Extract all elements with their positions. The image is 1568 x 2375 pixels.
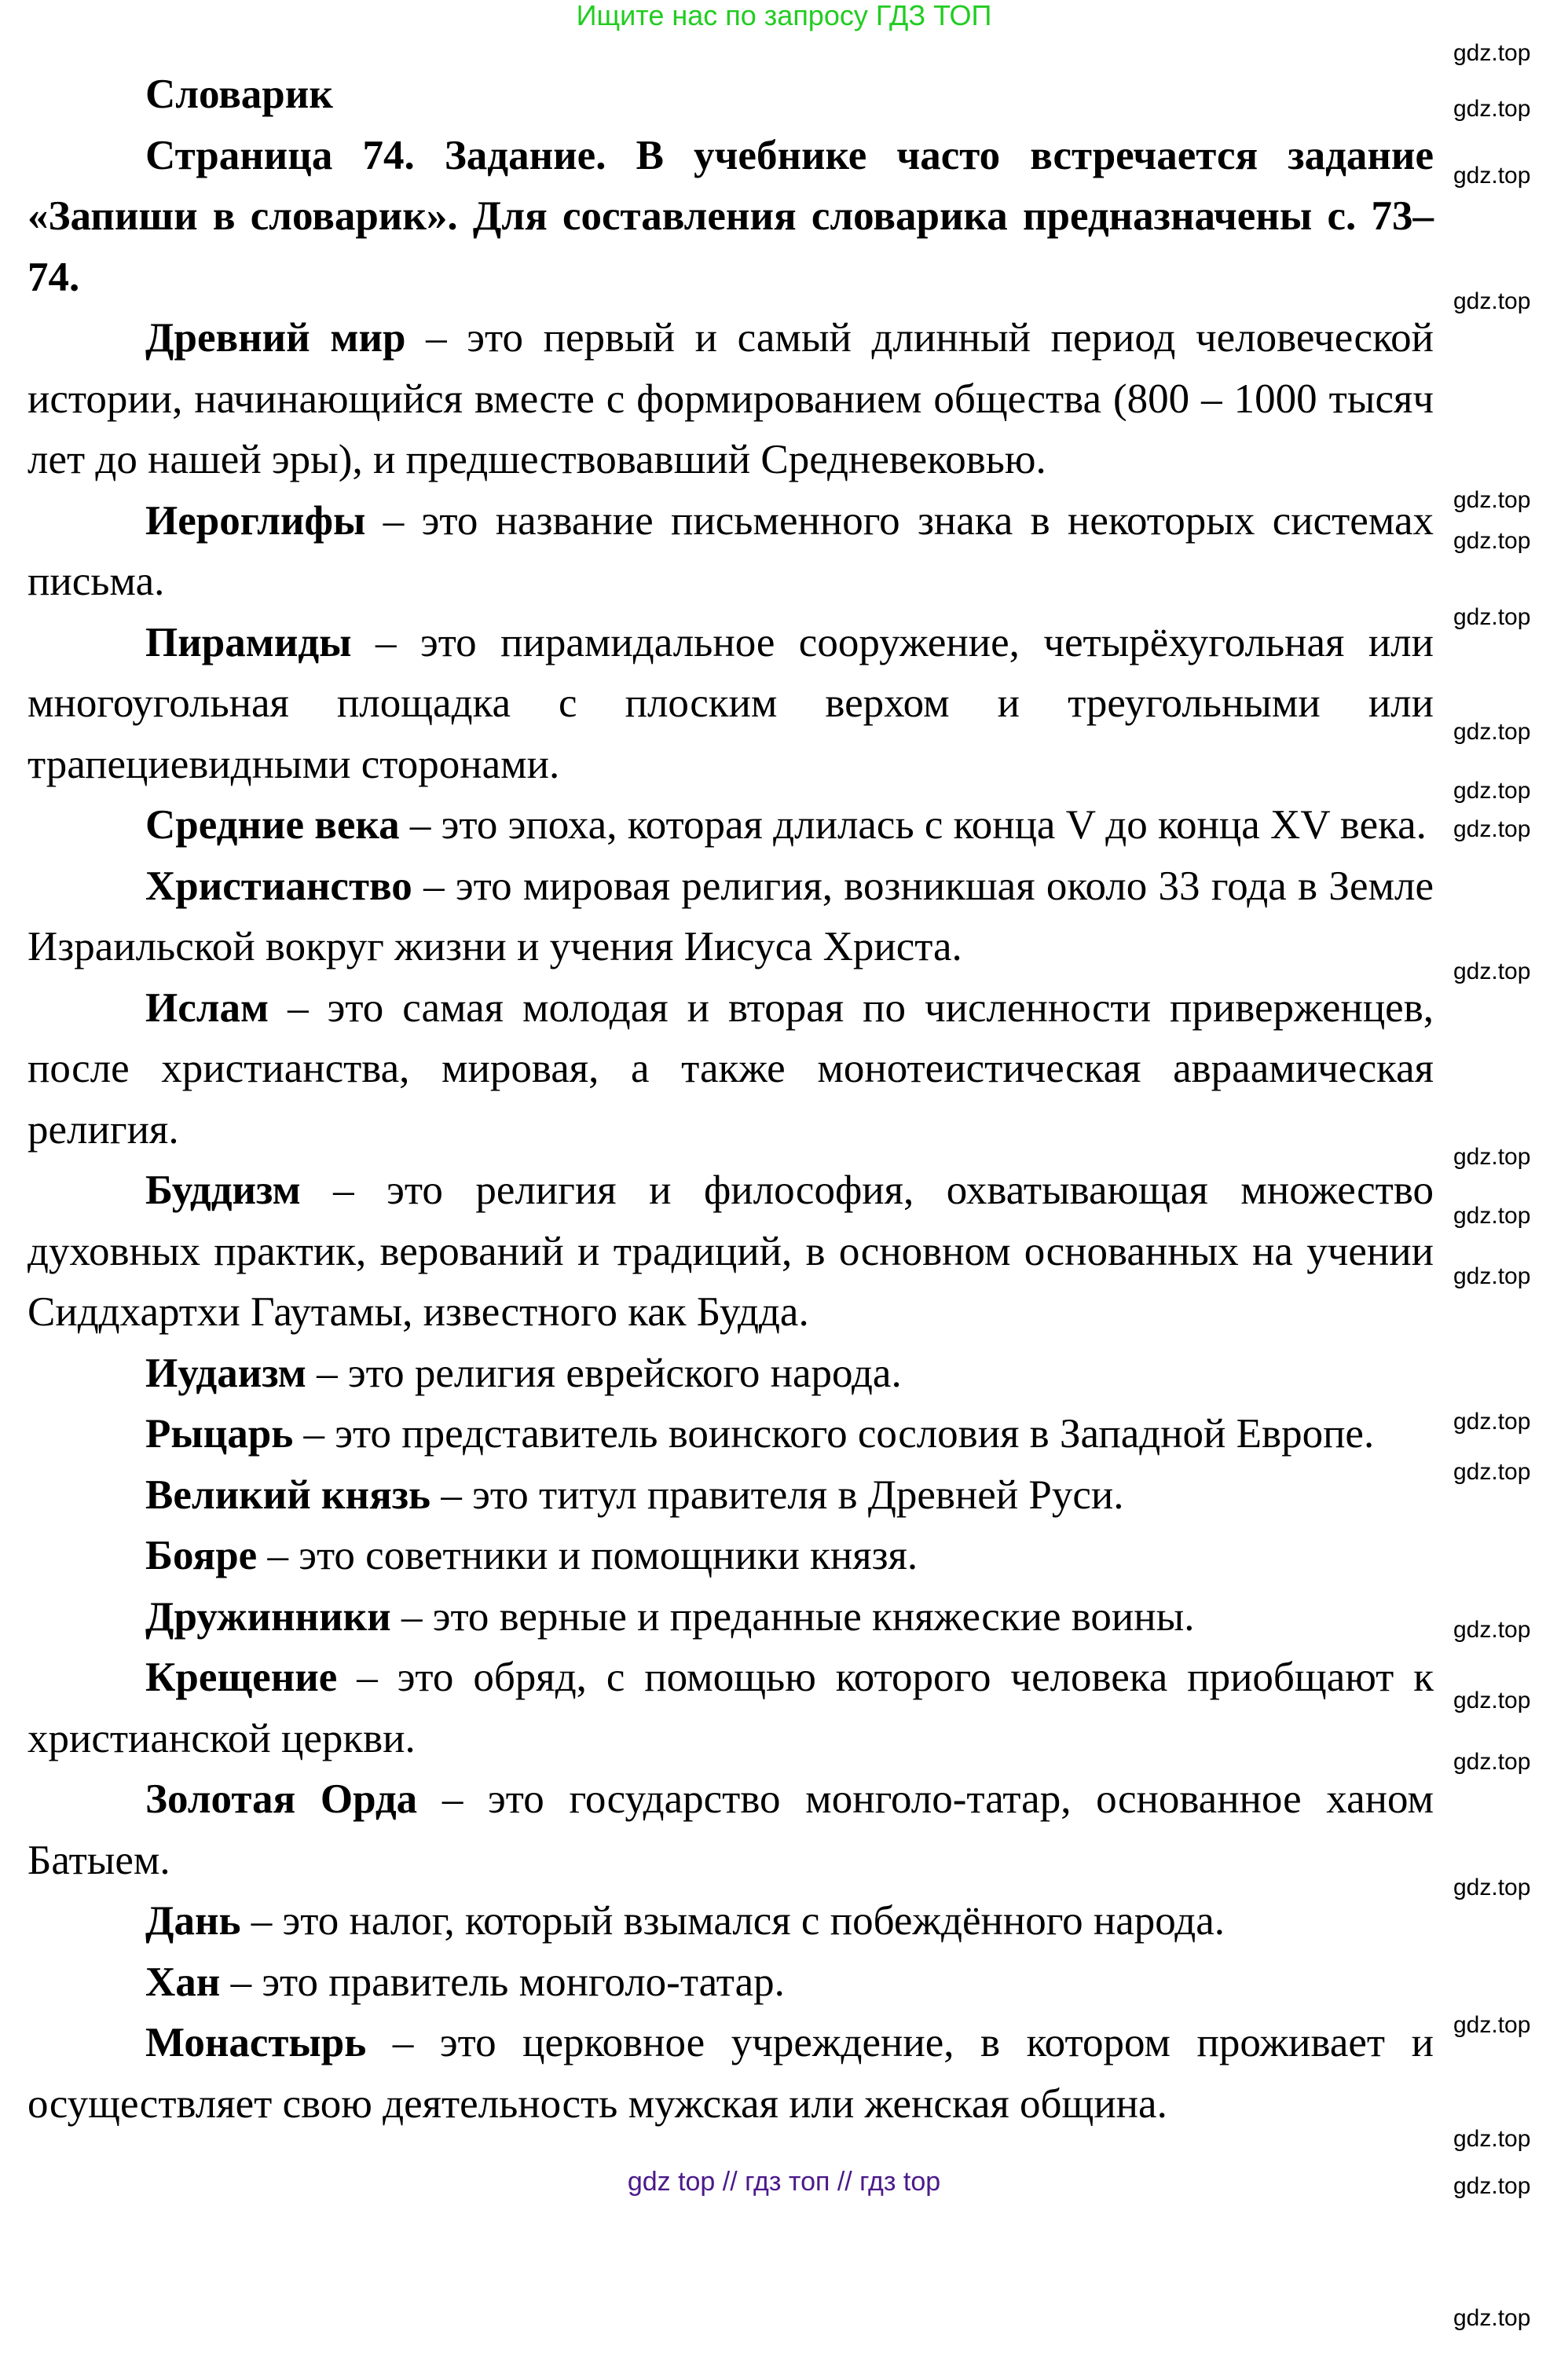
- glossary-entry: [27, 1404, 1434, 1465]
- glossary-entry: [27, 978, 1434, 1161]
- glossary-entry: [27, 1343, 1434, 1405]
- entry-term: Средние века: [145, 802, 400, 848]
- watermark-text: gdz.top: [1453, 1617, 1531, 1643]
- watermark-text: gdz.top: [1453, 2305, 1531, 2331]
- entry-term: Дружинники: [145, 1593, 391, 1640]
- glossary-entry: [27, 856, 1434, 978]
- entry-definition: – это церковное учреждение, в котором проживает и осуществляет свою деятельность мужская или женская община.: [27, 2020, 1434, 2127]
- watermark-text: gdz.top: [1453, 778, 1531, 804]
- watermark-text: gdz.top: [1453, 487, 1531, 513]
- glossary-entry: [27, 1647, 1434, 1769]
- glossary-entry: [27, 1526, 1434, 1587]
- glossary-entry: [27, 308, 1434, 491]
- entry-definition: – это первый и самый длинный период человеческой истории, начинающийся вместе с формированием общества (800 – 1000 тысяч лет до нашей эры), и предшествовавший Средневековью.: [27, 315, 1434, 482]
- entry-definition: – это титул правителя в Древней Руси.: [430, 1472, 1124, 1518]
- entry-term: Рыцарь: [145, 1411, 294, 1457]
- entry-term: Пирамиды: [145, 619, 352, 665]
- watermark-text: gdz.top: [1453, 528, 1531, 554]
- entry-definition: – это религия еврейского народа.: [306, 1350, 902, 1396]
- watermark-text: gdz.top: [1453, 1409, 1531, 1435]
- entry-term: Буддизм: [145, 1167, 301, 1213]
- watermark-text: gdz.top: [1453, 1875, 1531, 1900]
- entry-term: Древний мир: [145, 315, 406, 361]
- task-text: Страница 74. Задание. В учебнике часто встречается задание «Запиши в словарик». Для составления словарика предназначены с. 73–74.: [27, 132, 1434, 300]
- entry-definition: – это советники и помощники князя.: [257, 1533, 918, 1578]
- glossary-entry: [27, 1769, 1434, 1891]
- entry-definition: – это самая молодая и вторая по численности приверженцев, после христианства, мировая, а также монотеистическая авраамическая религия.: [27, 984, 1434, 1153]
- glossary-entry: [27, 1587, 1434, 1648]
- entry-definition: – это название письменного знака в некоторых системах письма.: [27, 497, 1434, 604]
- entry-definition: – это эпоха, которая длилась с конца V до конца XV века.: [399, 802, 1427, 848]
- watermark-text: gdz.top: [1453, 2173, 1531, 2199]
- watermark-text: gdz.top: [1453, 719, 1531, 745]
- watermark-text: gdz.top: [1453, 288, 1531, 314]
- entry-term: Дань: [145, 1898, 241, 1944]
- entry-definition: – это религия и философия, охватывающая множество духовных практик, верований и традиций, в основном основанных на учении Сиддхартхи Гаутамы, известного как Будда.: [27, 1167, 1434, 1335]
- glossary-entry: [27, 613, 1434, 796]
- watermark-text: gdz.top: [1453, 1459, 1531, 1485]
- entry-term: Золотая Орда: [145, 1776, 418, 1822]
- entry-definition: – это государство монголо-татар, основанное ханом Батыем.: [27, 1776, 1434, 1883]
- watermark-text: gdz.top: [1453, 40, 1531, 66]
- watermark-text: gdz.top: [1453, 1688, 1531, 1713]
- section-title: Словарик: [145, 71, 333, 117]
- entry-definition: – это налог, который взымался с побеждённого народа.: [240, 1898, 1225, 1944]
- entry-term: Крещение: [145, 1655, 338, 1700]
- watermark-text: gdz.top: [1453, 163, 1531, 189]
- entry-term: Иероглифы: [145, 497, 366, 544]
- entry-definition: – это представитель воинского сословия в Западной Европе.: [293, 1411, 1375, 1457]
- watermark-text: gdz.top: [1453, 1263, 1531, 1289]
- entry-definition: – это мировая религия, возникшая около 33 года в Земле Израильской вокруг жизни и учения Иисуса Христа.: [27, 863, 1434, 969]
- entry-definition: – это пирамидальное сооружение, четырёхугольная или многоугольная площадка с плоским верхом и треугольными или трапециевидными сторонами.: [27, 619, 1434, 787]
- entry-term: Бояре: [145, 1533, 258, 1578]
- watermark-text: gdz.top: [1453, 2012, 1531, 2038]
- footer-links[interactable]: gdz top // гдз топ // гдз top: [627, 2167, 941, 2197]
- entry-definition: – это обряд, с помощью которого человека приобщают к христианской церкви.: [27, 1655, 1434, 1761]
- watermark-text: gdz.top: [1453, 816, 1531, 842]
- watermark-text: gdz.top: [1453, 96, 1531, 122]
- entry-term: Хан: [145, 1959, 221, 2005]
- watermark-text: gdz.top: [1453, 1203, 1531, 1229]
- watermark-text: gdz.top: [1453, 958, 1531, 984]
- glossary-entry: [27, 2013, 1434, 2135]
- entry-definition: – это правитель монголо-татар.: [220, 1959, 785, 2005]
- watermark-text: gdz.top: [1453, 1144, 1531, 1170]
- entry-term: Иудаизм: [145, 1350, 306, 1396]
- glossary-entry: [27, 795, 1434, 856]
- glossary-entry: [27, 1891, 1434, 1952]
- glossary-entry: [27, 1952, 1434, 2014]
- watermark-text: gdz.top: [1453, 2126, 1531, 2152]
- watermark-text: gdz.top: [1453, 1749, 1531, 1775]
- entry-term: Ислам: [145, 984, 269, 1031]
- entry-term: Христианство: [145, 863, 412, 909]
- glossary-entry: [27, 491, 1434, 613]
- entry-term: Великий князь: [145, 1472, 431, 1518]
- entry-term: Монастырь: [145, 2020, 367, 2065]
- search-banner[interactable]: Ищите нас по запросу ГДЗ ТОП: [576, 0, 992, 31]
- watermark-text: gdz.top: [1453, 604, 1531, 630]
- entry-definition: – это верные и преданные княжеские воины.: [390, 1593, 1195, 1640]
- glossary-entry: [27, 1160, 1434, 1343]
- entries-list: [27, 308, 1434, 2135]
- glossary-entry: [27, 1465, 1434, 1527]
